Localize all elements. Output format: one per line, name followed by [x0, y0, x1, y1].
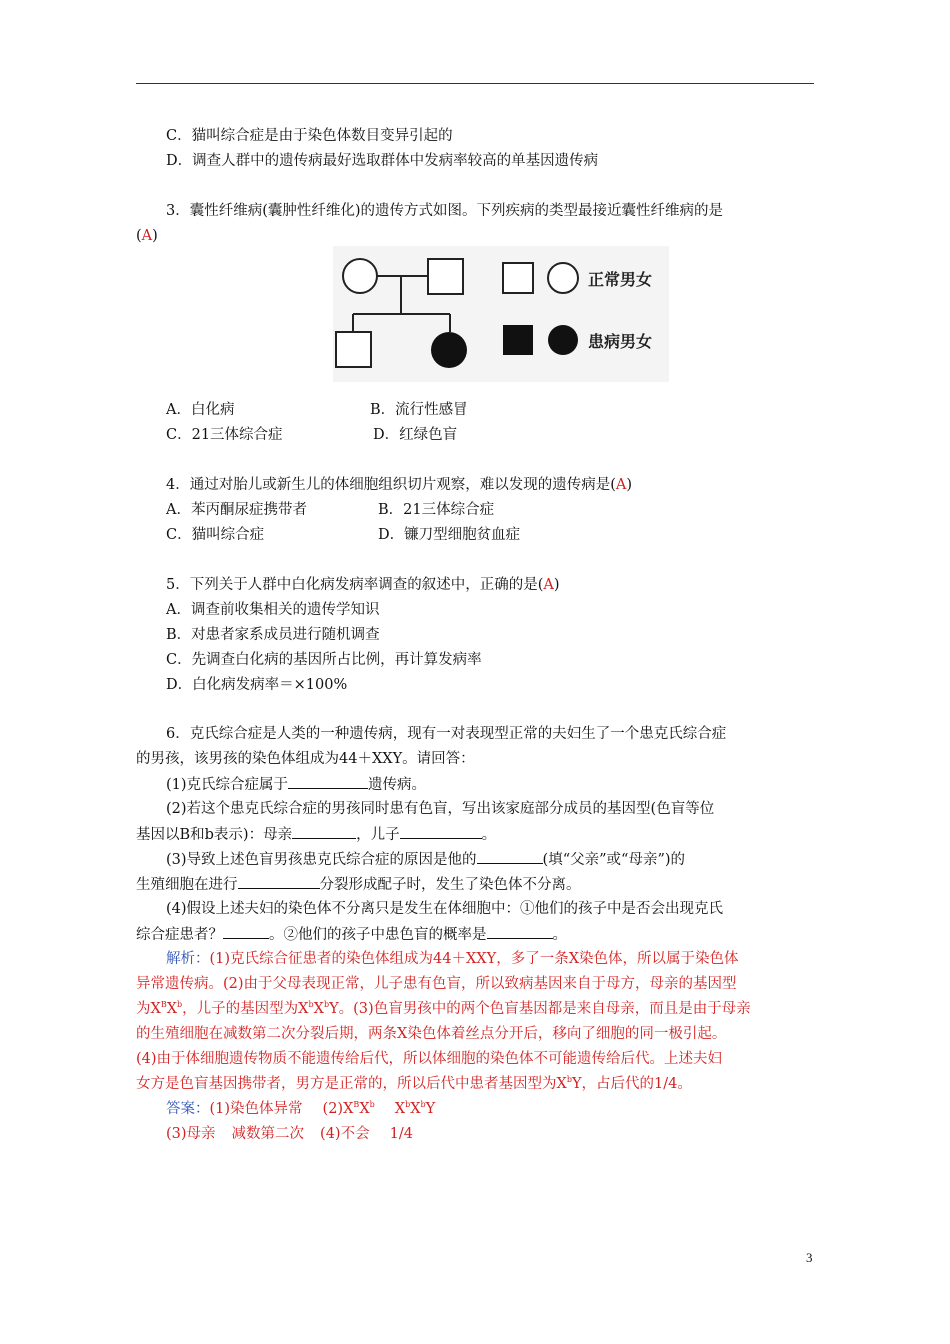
analysis-line2: 异常遗传病。(2)由于父母表现正常，儿子患有色盲，所以致病基因来自于母方，母亲的基因型 [136, 976, 737, 992]
pedigree-diagram [333, 246, 669, 382]
legend-affected-female [548, 325, 578, 355]
q4-option-a: A．苯丙酮尿症携带者 [166, 502, 307, 518]
q3-option-a: A．白化病 [166, 402, 235, 418]
blank-klinefelter [223, 924, 269, 939]
q3-option-d: D．红绿色盲 [373, 427, 458, 443]
blank-son [400, 824, 482, 839]
q3-answer: (A) [136, 228, 158, 244]
q4-option-c: C．猫叫综合症 [166, 527, 265, 543]
q5-option-c: C．先调查白化病的基因所占比例，再计算发病率 [166, 652, 482, 668]
answers-line1: 答案：(1)染色体异常 $(2)X^BX^b$ $X^bX^bY$ [166, 1100, 436, 1117]
answers-line2: (3)母亲 减数第二次 (4)不会 1/4 [166, 1126, 413, 1142]
legend-normal-label: 正常男女 [588, 270, 653, 289]
q4-option-b: B．21三体综合症 [378, 502, 495, 518]
q6-part4-line2: 综合症患者？ 。②他们的孩子中患色盲的概率是 。 [136, 924, 567, 945]
q6-part3-line1: (3)导致上述色盲男孩患克氏综合症的原因是他的 (填“父亲”或“母亲”)的 [166, 849, 685, 870]
analysis-line1: 解析：(1)克氏综合征患者的染色体组成为44＋XXY，多了一条X染色体，所以属于染色体 [166, 951, 739, 967]
blank-probability [487, 924, 553, 939]
legend-affected-label: 患病男女 [588, 332, 653, 351]
legend-normal-male [503, 263, 533, 293]
analysis-line3: 为$X^BX^b$，儿子的基因型为$X^bX^bY$。(3)色盲男孩中的两个色盲基因都是来自母亲，而且是由于母亲 [136, 1000, 751, 1017]
q6-part2-line1: (2)若这个患克氏综合症的男孩同时患有色盲，写出该家庭部分成员的基因型(色盲等位 [166, 801, 715, 817]
blank-division [238, 874, 320, 889]
blank-1 [288, 774, 368, 789]
q3-option-c: C．21三体综合症 [166, 427, 283, 443]
mother-normal-symbol [343, 259, 377, 293]
analysis-line6: 女方是色盲基因携带者，男方是正常的，所以后代中患者基因型为$X^bY$，占后代的1/4。 [136, 1075, 692, 1092]
pedigree-figure [333, 246, 669, 382]
son-normal-symbol [336, 332, 371, 367]
q2-option-d: D．调查人群中的遗传病最好选取群体中发病率较高的单基因遗传病 [166, 153, 599, 169]
analysis-line5: (4)由于体细胞遗传物质不能遗传给后代，所以体细胞的染色体不可能遗传给后代。上述夫妇 [136, 1051, 723, 1067]
q3-stem: 3．囊性纤维病(囊肿性纤维化)的遗传方式如图。下列疾病的类型最接近囊性纤维病的是 [166, 203, 724, 219]
q6-stem-line2: 的男孩，该男孩的染色体组成为44＋XXY。请回答： [136, 751, 475, 767]
q6-part3-line2: 生殖细胞在进行 分裂形成配子时，发生了染色体不分离。 [136, 874, 581, 895]
q6-part2-line2: 基因以B和b表示)：母亲 ，儿子 。 [136, 824, 496, 845]
father-normal-symbol [428, 259, 463, 294]
header-rule [136, 83, 814, 84]
q4-option-d: D．镰刀型细胞贫血症 [378, 527, 521, 543]
q5-stem: 5．下列关于人群中白化病发病率调查的叙述中，正确的是(A) [166, 577, 560, 593]
q3-option-b: B．流行性感冒 [370, 402, 468, 418]
analysis-line4: 的生殖细胞在减数第二次分裂后期，两条X染色体着丝点分开后，移向了细胞的同一极引起。 [136, 1026, 727, 1042]
blank-parent [477, 849, 543, 864]
q4-stem: 4．通过对胎儿或新生儿的体细胞组织切片观察，难以发现的遗传病是(A) [166, 477, 633, 493]
q6-stem-line1: 6．克氏综合症是人类的一种遗传病，现有一对表现型正常的夫妇生了一个患克氏综合症 [166, 726, 727, 742]
legend-affected-male [503, 325, 533, 355]
q5-option-a: A．调查前收集相关的遗传学知识 [166, 602, 380, 618]
q5-option-d: D．白化病发病率＝×100% [166, 677, 348, 693]
blank-mother [292, 824, 356, 839]
q5-option-b: B．对患者家系成员进行随机调查 [166, 627, 380, 643]
q2-option-c: C．猫叫综合症是由于染色体数目变异引起的 [166, 128, 453, 144]
q6-part4-line1: (4)假设上述夫妇的染色体不分离只是发生在体细胞中：①他们的孩子中是否会出现克氏 [166, 901, 724, 917]
daughter-affected-symbol [431, 332, 467, 368]
q6-part1: (1)克氏综合症属于 遗传病。 [166, 774, 426, 795]
page-number: 3 [806, 1250, 813, 1265]
legend-normal-female [548, 263, 578, 293]
